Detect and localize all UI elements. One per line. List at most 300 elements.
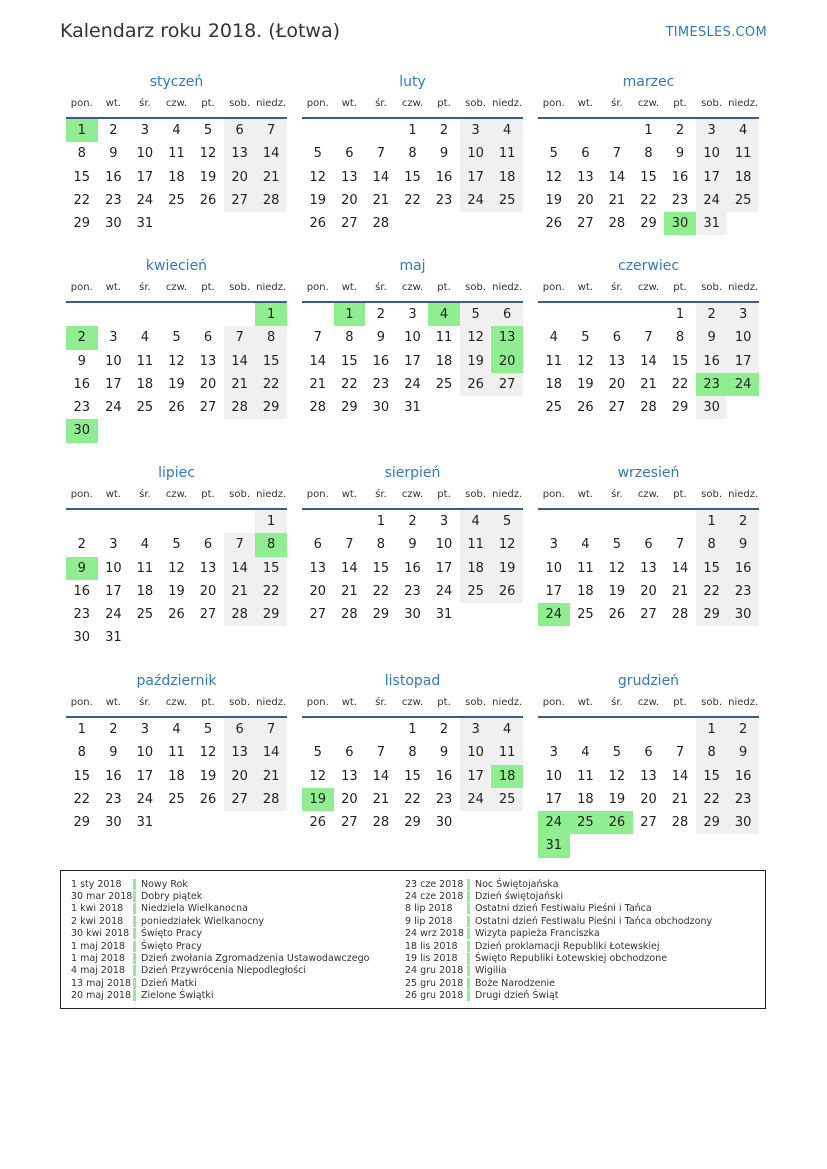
- day-cell: 17: [727, 350, 759, 373]
- day-cell: 4: [140, 330, 150, 346]
- day-cell: 17: [460, 166, 492, 189]
- day-cell: 24: [404, 376, 421, 392]
- day-cell: 12: [199, 146, 217, 162]
- legend-date: 1 sty 2018: [71, 878, 122, 890]
- day-cell: 14: [671, 560, 689, 576]
- day-cell: 24: [435, 583, 453, 599]
- day-cell: 15: [341, 353, 358, 369]
- weekday-label: śr.: [139, 697, 151, 708]
- day-cell: 12: [545, 169, 563, 185]
- legend-color-marker: [467, 891, 470, 902]
- legend-color-marker: [133, 879, 136, 890]
- day-cell: 16: [727, 557, 759, 580]
- empty-cell: [334, 718, 366, 741]
- weekday-label: czw.: [637, 489, 660, 500]
- weekday-label: pt.: [201, 98, 215, 109]
- weekday-label: czw.: [637, 98, 660, 109]
- empty-cell: [633, 510, 665, 533]
- day-cell: 16: [404, 560, 421, 576]
- day-cell: 22: [372, 583, 390, 599]
- weekday-label: pon.: [70, 282, 93, 293]
- day-cell: 13: [577, 169, 594, 185]
- weekday-label: czw.: [401, 489, 424, 500]
- day-cell: 10: [105, 353, 122, 369]
- day-cell: 25: [577, 607, 594, 623]
- weekday-label: śr.: [139, 489, 151, 500]
- day-cell: 22: [404, 192, 421, 208]
- day-cell: 1: [408, 722, 417, 737]
- day-grid: [66, 119, 287, 235]
- day-cell: 21: [372, 791, 390, 807]
- legend-date: 25 gru 2018: [405, 977, 464, 989]
- day-cell: 28: [224, 396, 256, 419]
- weekday-label: śr.: [139, 282, 151, 293]
- day-cell: 17: [435, 560, 453, 576]
- day-cell: 11: [491, 741, 523, 764]
- weekday-label: śr.: [611, 98, 623, 109]
- day-cell: 14: [372, 169, 390, 185]
- day-cell: 25: [168, 791, 185, 807]
- month-title: kwiecień: [145, 258, 208, 274]
- empty-cell: [66, 303, 98, 326]
- legend-row: [405, 940, 712, 952]
- day-cell: 6: [345, 146, 354, 162]
- legend-color-marker: [467, 978, 470, 989]
- day-cell: 9: [376, 330, 386, 346]
- day-cell: 20: [341, 791, 358, 807]
- legend-row: [405, 915, 712, 927]
- day-cell: 20: [199, 376, 217, 392]
- day-cell: 13: [199, 353, 217, 369]
- day-cell: 9: [77, 353, 86, 369]
- page-title: Kalendarz roku 2018. (Łotwa): [60, 20, 341, 42]
- month-title: październik: [136, 673, 217, 689]
- empty-cell: [161, 510, 193, 533]
- legend-color-marker: [133, 953, 136, 964]
- legend-row: [405, 965, 712, 977]
- day-cell: 19: [608, 583, 626, 599]
- holiday-day-cell: 23: [696, 373, 728, 396]
- legend-row: [405, 952, 712, 964]
- day-cell: 18: [136, 376, 154, 392]
- day-cell: 11: [136, 560, 154, 576]
- day-cell: 22: [255, 580, 287, 603]
- day-cell: 23: [73, 400, 91, 416]
- weekday-label: pon.: [542, 697, 565, 708]
- weekday-label: wt.: [577, 98, 593, 109]
- day-cell: 27: [341, 216, 358, 232]
- day-cell: 18: [545, 376, 563, 392]
- day-cell: 28: [309, 400, 327, 416]
- empty-cell: [129, 303, 161, 326]
- holiday-day-cell: 4: [428, 303, 460, 326]
- weekday-label: pon.: [306, 282, 329, 293]
- day-cell: 19: [545, 192, 563, 208]
- day-cell: 23: [727, 788, 759, 811]
- day-cell: 22: [696, 788, 728, 811]
- holiday-day-cell: 13: [491, 326, 523, 349]
- day-cell: 23: [372, 376, 390, 392]
- day-cell: 12: [309, 768, 327, 784]
- day-cell: 9: [439, 745, 449, 761]
- day-cell: 8: [255, 326, 287, 349]
- brand-link[interactable]: TIMESLES.COM: [665, 25, 767, 40]
- day-cell: 25: [491, 189, 523, 212]
- weekday-header: [538, 488, 759, 510]
- holiday-day-cell: 24: [727, 373, 759, 396]
- day-cell: 23: [73, 607, 91, 623]
- legend-row: [71, 977, 369, 989]
- weekday-label: pt.: [673, 697, 687, 708]
- day-cell: 26: [491, 580, 523, 603]
- weekday-label: niedz.: [492, 489, 523, 500]
- weekday-label: czw.: [165, 489, 188, 500]
- weekday-label: wt.: [341, 697, 357, 708]
- weekday-label: czw.: [401, 697, 424, 708]
- day-cell: 19: [608, 791, 626, 807]
- day-cell: 15: [671, 353, 689, 369]
- day-cell: 21: [640, 376, 657, 392]
- day-cell: 10: [435, 537, 453, 553]
- day-cell: 30: [372, 400, 390, 416]
- weekday-header: [302, 488, 523, 510]
- day-cell: 5: [313, 745, 322, 761]
- empty-cell: [601, 303, 633, 326]
- month-6: [66, 463, 287, 650]
- weekday-label: sob.: [701, 282, 723, 293]
- weekday-label: wt.: [577, 282, 593, 293]
- legend-holiday-name: Wigilia: [475, 965, 507, 977]
- day-cell: 29: [640, 216, 657, 232]
- day-cell: 9: [109, 745, 118, 761]
- empty-cell: [601, 718, 633, 741]
- holiday-day-cell: 1: [334, 303, 366, 326]
- holiday-day-cell: 31: [538, 834, 570, 857]
- day-cell: 4: [172, 722, 181, 737]
- day-cell: 30: [727, 603, 759, 626]
- day-cell: 22: [696, 580, 728, 603]
- legend-row: [71, 915, 369, 927]
- empty-cell: [192, 303, 224, 326]
- day-cell: 2: [77, 537, 86, 553]
- day-cell: 9: [109, 146, 118, 162]
- legend-color-marker: [133, 903, 136, 914]
- day-cell: 21: [309, 376, 327, 392]
- day-cell: 3: [109, 537, 118, 553]
- day-cell: 30: [696, 396, 728, 419]
- legend-row: [405, 977, 712, 989]
- day-cell: 13: [224, 142, 256, 165]
- day-cell: 28: [671, 815, 689, 831]
- legend-date: 30 kwi 2018: [71, 928, 130, 940]
- day-cell: 31: [696, 212, 728, 235]
- day-cell: 3: [727, 303, 759, 326]
- weekday-label: śr.: [375, 98, 387, 109]
- weekday-label: czw.: [401, 98, 424, 109]
- empty-cell: [302, 510, 334, 533]
- day-cell: 19: [168, 376, 185, 392]
- day-cell: 4: [549, 330, 558, 346]
- day-cell: 4: [491, 718, 523, 741]
- weekday-label: niedz.: [256, 697, 287, 708]
- legend-color-marker: [133, 978, 136, 989]
- day-cell: 26: [168, 400, 185, 416]
- legend-holiday-name: Święto Republiki Łotewskiej obchodzone: [475, 953, 668, 965]
- day-cell: 6: [224, 119, 256, 142]
- day-cell: 22: [341, 376, 358, 392]
- weekday-header: [538, 696, 759, 718]
- weekday-label: sob.: [701, 489, 723, 500]
- day-cell: 5: [460, 303, 492, 326]
- day-cell: 8: [77, 146, 86, 162]
- day-cell: 6: [644, 745, 653, 761]
- empty-cell: [365, 718, 397, 741]
- legend-date: 1 maj 2018: [71, 940, 125, 952]
- day-cell: 8: [644, 146, 653, 162]
- day-cell: 15: [73, 169, 91, 185]
- day-cell: 27: [577, 216, 594, 232]
- day-cell: 24: [696, 189, 728, 212]
- legend-color-marker: [467, 953, 470, 964]
- month-title: czerwiec: [617, 258, 680, 274]
- day-cell: 4: [727, 119, 759, 142]
- month-5: [538, 256, 759, 419]
- weekday-label: śr.: [611, 282, 623, 293]
- legend-row: [71, 990, 369, 1002]
- month-9: [66, 671, 287, 834]
- day-cell: 26: [577, 400, 594, 416]
- day-cell: 8: [345, 330, 354, 346]
- weekday-label: czw.: [165, 697, 188, 708]
- weekday-label: pon.: [542, 282, 565, 293]
- legend-color-marker: [467, 879, 470, 890]
- day-cell: 14: [671, 768, 689, 784]
- month-title: styczeń: [149, 74, 204, 90]
- day-cell: 7: [255, 119, 287, 142]
- weekday-label: wt.: [577, 697, 593, 708]
- month-4: [302, 256, 523, 419]
- day-cell: 12: [168, 353, 185, 369]
- day-cell: 2: [439, 722, 449, 737]
- day-cell: 29: [671, 400, 689, 416]
- day-cell: 17: [105, 583, 122, 599]
- day-cell: 6: [644, 537, 653, 553]
- day-cell: 7: [376, 146, 386, 162]
- holiday-day-cell: 26: [601, 811, 633, 834]
- day-grid: [66, 510, 287, 650]
- legend-row: [71, 878, 369, 890]
- legend-row: [405, 890, 712, 902]
- day-cell: 16: [671, 169, 689, 185]
- weekday-label: pon.: [70, 489, 93, 500]
- day-cell: 17: [460, 765, 492, 788]
- legend-color-marker: [133, 990, 136, 1001]
- empty-cell: [570, 510, 602, 533]
- day-cell: 12: [577, 353, 594, 369]
- weekday-label: wt.: [577, 489, 593, 500]
- empty-cell: [538, 119, 570, 142]
- legend-holiday-name: Ostatni dzień Festiwalu Pieśni i Tańca: [475, 903, 652, 915]
- day-cell: 13: [640, 560, 657, 576]
- day-cell: 6: [203, 330, 213, 346]
- day-cell: 22: [640, 192, 657, 208]
- legend-column: [405, 878, 712, 1002]
- legend-date: 13 maj 2018: [71, 977, 132, 989]
- day-cell: 5: [581, 330, 590, 346]
- legend-color-marker: [133, 916, 136, 927]
- day-cell: 15: [404, 169, 421, 185]
- month-title: listopad: [384, 673, 441, 689]
- empty-cell: [224, 510, 256, 533]
- day-cell: 29: [696, 603, 728, 626]
- holiday-legend: [60, 870, 766, 1009]
- holiday-day-cell: 25: [570, 811, 602, 834]
- day-cell: 1: [376, 514, 386, 529]
- day-cell: 18: [168, 169, 185, 185]
- day-cell: 24: [460, 189, 492, 212]
- day-cell: 13: [341, 169, 358, 185]
- month-title: lipiec: [158, 465, 195, 481]
- day-cell: 16: [435, 169, 453, 185]
- day-cell: 1: [77, 722, 86, 737]
- day-cell: 8: [408, 745, 417, 761]
- day-cell: 10: [545, 768, 563, 784]
- day-cell: 2: [675, 123, 685, 138]
- day-cell: 15: [255, 557, 287, 580]
- day-cell: 20: [224, 765, 256, 788]
- day-cell: 12: [168, 560, 185, 576]
- weekday-label: wt.: [105, 98, 121, 109]
- legend-date: 9 lip 2018: [405, 915, 453, 927]
- empty-cell: [570, 303, 602, 326]
- legend-holiday-name: Noc Świętojańska: [475, 878, 559, 890]
- month-7: [302, 463, 523, 626]
- day-cell: 18: [460, 557, 492, 580]
- weekday-label: sob.: [465, 697, 487, 708]
- weekday-label: sob.: [229, 282, 251, 293]
- weekday-label: sob.: [229, 489, 251, 500]
- holiday-day-cell: 2: [66, 326, 98, 349]
- legend-row: [405, 878, 712, 890]
- day-cell: 21: [341, 583, 358, 599]
- empty-cell: [192, 510, 224, 533]
- day-cell: 26: [199, 192, 217, 208]
- weekday-label: sob.: [229, 98, 251, 109]
- day-cell: 21: [372, 192, 390, 208]
- legend-date: 20 maj 2018: [71, 990, 132, 1002]
- month-8: [538, 463, 759, 626]
- legend-date: 26 gru 2018: [405, 990, 464, 1002]
- day-grid: [302, 303, 523, 419]
- weekday-label: wt.: [341, 98, 357, 109]
- day-cell: 7: [675, 745, 685, 761]
- weekday-label: wt.: [105, 282, 121, 293]
- day-cell: 12: [608, 768, 626, 784]
- day-cell: 29: [696, 811, 728, 834]
- weekday-label: pt.: [437, 489, 451, 500]
- empty-cell: [664, 718, 696, 741]
- weekday-label: niedz.: [492, 697, 523, 708]
- day-cell: 16: [105, 169, 122, 185]
- day-cell: 22: [255, 373, 287, 396]
- day-cell: 26: [199, 791, 217, 807]
- day-cell: 3: [408, 307, 417, 322]
- weekday-label: niedz.: [728, 489, 759, 500]
- legend-color-marker: [133, 965, 136, 976]
- legend-holiday-name: Niedziela Wielkanocna: [141, 903, 248, 915]
- day-cell: 25: [545, 400, 563, 416]
- legend-row: [71, 928, 369, 940]
- weekday-label: wt.: [341, 489, 357, 500]
- day-cell: 9: [696, 326, 728, 349]
- empty-cell: [570, 718, 602, 741]
- day-cell: 2: [376, 307, 386, 322]
- day-cell: 6: [612, 330, 622, 346]
- day-cell: 20: [608, 376, 626, 392]
- month-title: grudzień: [617, 673, 680, 689]
- weekday-label: pon.: [70, 98, 93, 109]
- day-cell: 27: [224, 788, 256, 811]
- day-cell: 8: [408, 146, 417, 162]
- day-cell: 25: [168, 192, 185, 208]
- day-cell: 18: [577, 583, 594, 599]
- day-cell: 12: [199, 745, 217, 761]
- day-cell: 8: [675, 330, 685, 346]
- holiday-day-cell: 20: [491, 350, 523, 373]
- legend-date: 24 cze 2018: [405, 891, 464, 903]
- day-cell: 5: [313, 146, 322, 162]
- day-cell: 18: [577, 791, 594, 807]
- day-cell: 5: [612, 537, 622, 553]
- day-cell: 12: [309, 169, 327, 185]
- holiday-day-cell: 30: [66, 419, 98, 442]
- day-cell: 6: [224, 718, 256, 741]
- day-grid: [302, 510, 523, 626]
- empty-cell: [302, 718, 334, 741]
- day-cell: 5: [491, 510, 523, 533]
- weekday-header: [66, 488, 287, 510]
- holiday-day-cell: 18: [491, 765, 523, 788]
- day-cell: 7: [644, 330, 653, 346]
- legend-holiday-name: Nowy Rok: [141, 878, 188, 890]
- day-cell: 23: [435, 791, 453, 807]
- day-cell: 16: [372, 353, 390, 369]
- day-cell: 25: [435, 376, 453, 392]
- day-cell: 2: [109, 123, 118, 138]
- day-cell: 16: [696, 350, 728, 373]
- day-cell: 1: [644, 123, 653, 138]
- legend-holiday-name: Drugi dzień Świąt: [475, 990, 559, 1002]
- legend-date: 24 wrz 2018: [405, 928, 464, 940]
- weekday-label: sob.: [465, 98, 487, 109]
- day-cell: 10: [136, 146, 154, 162]
- day-cell: 19: [199, 768, 217, 784]
- day-cell: 31: [136, 216, 154, 232]
- legend-row: [405, 990, 712, 1002]
- month-title: sierpień: [384, 465, 441, 481]
- day-cell: 14: [608, 169, 626, 185]
- day-grid: [538, 303, 759, 419]
- day-cell: 16: [73, 376, 91, 392]
- day-cell: 28: [255, 788, 287, 811]
- legend-color-marker: [467, 990, 470, 1001]
- weekday-label: pt.: [201, 489, 215, 500]
- day-cell: 24: [136, 791, 154, 807]
- day-cell: 28: [608, 216, 626, 232]
- day-cell: 1: [408, 123, 417, 138]
- empty-cell: [161, 303, 193, 326]
- legend-color-marker: [467, 941, 470, 952]
